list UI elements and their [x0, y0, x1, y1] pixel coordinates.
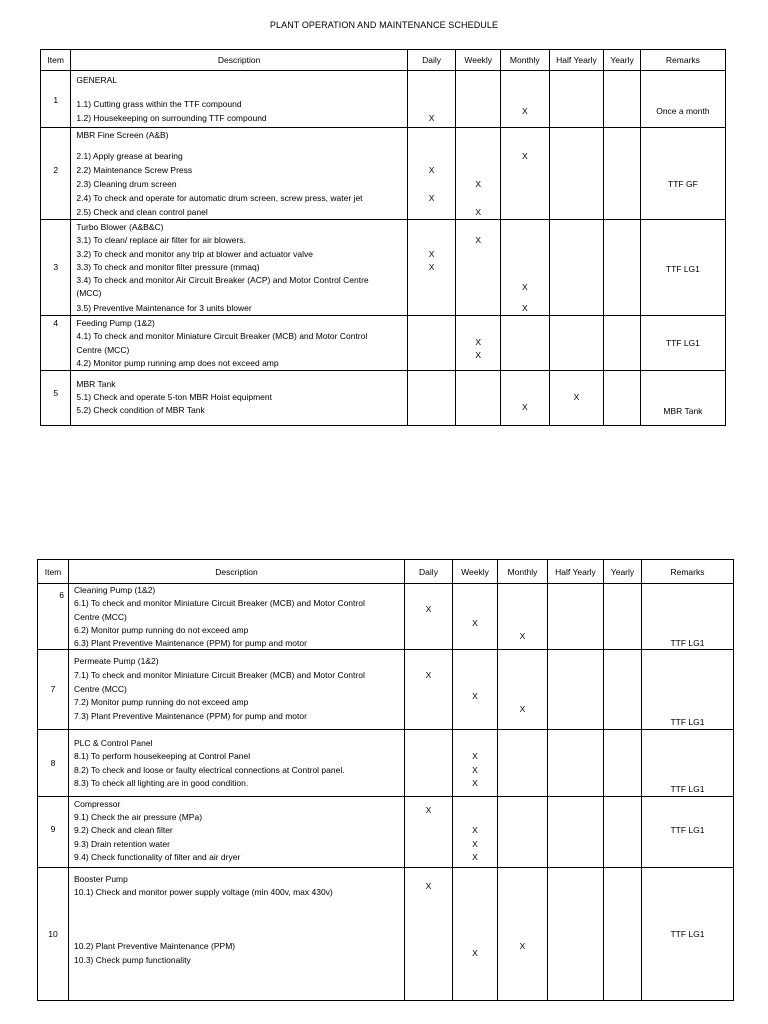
daily-cell	[405, 730, 453, 797]
task-line: (MCC)	[76, 288, 102, 298]
description-cell	[71, 128, 407, 220]
mark-half-yearly: X	[573, 392, 580, 402]
document-title: PLANT OPERATION AND MAINTENANCE SCHEDULE	[269, 20, 499, 30]
mark-daily: X	[428, 262, 435, 272]
weekly-cell	[456, 316, 501, 371]
item-number: 4	[53, 318, 59, 328]
task-line: 7.3) Plant Preventive Maintenance (PPM) for pump and motor	[74, 711, 307, 721]
remarks: TTF LG1	[665, 264, 700, 274]
remarks: TTF LG1	[670, 717, 705, 727]
header-weekly: Weekly	[456, 50, 501, 71]
monthly-cell	[498, 650, 548, 730]
mark-weekly: X	[472, 852, 478, 862]
section-heading: GENERAL	[76, 75, 118, 85]
yearly-cell	[604, 650, 642, 730]
monthly-cell	[498, 730, 548, 797]
remarks: MBR Tank	[663, 406, 703, 416]
remarks: TTF LG1	[670, 825, 705, 835]
task-line: 2.3) Cleaning drum screen	[76, 179, 177, 189]
task-line: 9.2) Check and clean filter	[74, 825, 173, 835]
task-line: 3.3) To check and monitor filter pressure (mmaq)	[76, 262, 260, 272]
mark-weekly: X	[472, 839, 478, 849]
task-line: 3.4) To check and monitor Air Circuit Breaker (ACP) and Motor Control Centre	[76, 275, 369, 285]
header-daily: Daily	[407, 50, 456, 71]
description-cell	[71, 316, 407, 371]
task-line: 9.4) Check functionality of filter and air dryer	[74, 852, 241, 862]
half-yearly-cell	[549, 71, 604, 128]
task-line: 3.2) To check and monitor any trip at blower and actuator valve	[76, 249, 313, 259]
table-row	[41, 71, 726, 128]
item-cell	[41, 71, 71, 128]
mark-weekly: X	[475, 337, 482, 347]
weekly-cell	[453, 650, 498, 730]
description-cell	[69, 650, 405, 730]
monthly-cell	[501, 71, 550, 128]
remarks: TTF LG1	[670, 638, 705, 648]
mark-daily: X	[428, 193, 435, 203]
section-heading: MBR Fine Screen (A&B)	[76, 130, 169, 140]
item-cell	[41, 220, 71, 316]
header-row	[41, 50, 726, 71]
mark-weekly: X	[472, 778, 478, 788]
item-number: 3	[53, 262, 59, 272]
section-heading: Permeate Pump (1&2)	[74, 656, 159, 666]
section-heading: Feeding Pump (1&2)	[76, 318, 155, 328]
half-yearly-cell	[549, 316, 604, 371]
header-half-yearly: Half Yearly	[548, 560, 604, 584]
mark-weekly: X	[475, 235, 482, 245]
item-number: 5	[53, 388, 59, 398]
header-yearly: Yearly	[604, 560, 642, 584]
task-line: 7.2) Monitor pump running do not exceed amp	[74, 697, 249, 707]
remarks: TTF LG1	[670, 784, 705, 794]
half-yearly-cell	[549, 371, 604, 426]
daily-cell	[407, 220, 456, 316]
half-yearly-cell	[548, 797, 604, 868]
item-cell	[38, 797, 69, 868]
remarks: TTF GF	[668, 179, 698, 189]
daily-cell	[407, 128, 456, 220]
task-line: 2.5) Check and clean control panel	[76, 207, 208, 217]
yearly-cell	[604, 71, 640, 128]
mark-weekly: X	[472, 618, 478, 628]
mark-monthly: X	[521, 151, 528, 161]
header-row	[38, 560, 734, 584]
weekly-cell	[456, 220, 501, 316]
header-monthly: Monthly	[498, 560, 548, 584]
weekly-cell	[453, 868, 498, 1001]
mark-monthly: X	[519, 704, 526, 714]
monthly-cell	[501, 371, 550, 426]
remarks-cell	[640, 220, 725, 316]
remarks-cell	[640, 128, 725, 220]
mark-daily: X	[425, 670, 432, 680]
item-number: 7	[50, 684, 56, 694]
half-yearly-cell	[548, 868, 604, 1001]
weekly-cell	[456, 371, 501, 426]
description-cell	[69, 797, 405, 868]
yearly-cell	[604, 797, 642, 868]
mark-daily: X	[428, 113, 435, 123]
remarks: Once a month	[656, 106, 710, 116]
remarks-cell	[640, 371, 725, 426]
description-cell	[71, 71, 407, 128]
table-row	[41, 371, 726, 426]
section-heading: Turbo Blower (A&B&C)	[76, 222, 164, 232]
task-line: 1.2) Housekeeping on surrounding TTF compound	[76, 113, 267, 123]
task-line: Centre (MCC)	[76, 345, 130, 355]
yearly-cell	[604, 730, 642, 797]
task-line: 2.1) Apply grease at bearing	[76, 151, 183, 161]
half-yearly-cell	[548, 730, 604, 797]
monthly-cell	[498, 797, 548, 868]
mark-daily: X	[428, 249, 435, 259]
mark-monthly: X	[519, 941, 526, 951]
daily-cell	[405, 584, 453, 650]
remarks-cell	[642, 868, 734, 1001]
section-heading: PLC & Control Panel	[74, 738, 153, 748]
daily-cell	[407, 316, 456, 371]
section-heading: Cleaning Pump (1&2)	[74, 585, 156, 595]
half-yearly-cell	[549, 220, 604, 316]
task-line: 2.4) To check and operate for automatic drum screen, screw press, water jet	[76, 193, 363, 203]
remarks: TTF LG1	[670, 929, 705, 939]
remarks-cell	[642, 797, 734, 868]
table-row	[38, 868, 734, 1001]
remarks-cell	[642, 650, 734, 730]
half-yearly-cell	[549, 128, 604, 220]
remarks-cell	[640, 316, 725, 371]
task-line: 10.3) Check pump functionality	[74, 955, 191, 965]
task-line: 7.1) To check and monitor Miniature Circuit Breaker (MCB) and Motor Control	[74, 670, 365, 680]
mark-daily: X	[425, 604, 432, 614]
remarks-cell	[642, 730, 734, 797]
yearly-cell	[604, 128, 640, 220]
header-remarks: Remarks	[642, 560, 734, 584]
task-line: 5.2) Check condition of MBR Tank	[76, 405, 205, 415]
weekly-cell	[453, 584, 498, 650]
section-heading: Compressor	[74, 799, 121, 809]
mark-weekly: X	[521, 402, 528, 412]
task-line: 9.3) Drain retention water	[74, 839, 170, 849]
yearly-cell	[604, 220, 640, 316]
header-weekly: Weekly	[453, 560, 498, 584]
description-cell	[71, 220, 407, 316]
header-half-yearly: Half Yearly	[549, 50, 604, 71]
task-line: 8.3) To check all lighting are in good condition.	[74, 778, 249, 788]
yearly-cell	[604, 584, 642, 650]
weekly-cell	[453, 730, 498, 797]
table-row	[38, 730, 734, 797]
monthly-cell	[498, 584, 548, 650]
daily-cell	[405, 868, 453, 1001]
item-number: 2	[53, 165, 59, 175]
task-line: Centre (MCC)	[74, 684, 127, 694]
item-number: 6	[59, 590, 64, 600]
weekly-cell	[456, 128, 501, 220]
mark-daily: X	[425, 805, 432, 815]
task-line: 6.3) Plant Preventive Maintenance (PPM) for pump and motor	[74, 638, 307, 648]
schedule-table-1	[40, 49, 726, 426]
task-line: 4.1) To check and monitor Miniature Circuit Breaker (MCB) and Motor Control	[76, 331, 368, 341]
description-cell	[69, 868, 405, 1001]
weekly-cell	[456, 71, 501, 128]
half-yearly-cell	[548, 584, 604, 650]
mark-weekly: X	[475, 179, 482, 189]
header-description: Description	[69, 560, 405, 584]
mark-weekly: X	[472, 948, 478, 958]
description-cell	[71, 371, 407, 426]
item-cell	[41, 316, 71, 371]
yearly-cell	[604, 371, 640, 426]
section-heading: MBR Tank	[76, 379, 116, 389]
mark-weekly: X	[472, 765, 478, 775]
item-cell	[38, 650, 69, 730]
section-heading: Booster Pump	[74, 874, 128, 884]
item-cell	[38, 730, 69, 797]
mark-monthly: X	[519, 631, 526, 641]
task-line: 8.2) To check and loose or faulty electrical connections at Control panel.	[74, 765, 345, 775]
item-number: 9	[50, 824, 56, 834]
daily-cell	[407, 71, 456, 128]
monthly-cell	[498, 868, 548, 1001]
task-line: 3.5) Preventive Maintenance for 3 units blower	[76, 303, 252, 313]
mark-monthly: X	[521, 106, 528, 116]
description-cell	[69, 584, 405, 650]
daily-cell	[405, 797, 453, 868]
task-line: 8.1) To perform housekeeping at Control Panel	[74, 751, 251, 761]
mark-daily: X	[425, 881, 432, 891]
schedule-table-2	[37, 559, 734, 1001]
monthly-cell	[501, 316, 550, 371]
task-line: 1.1) Cutting grass within the TTF compound	[76, 99, 242, 109]
yearly-cell	[604, 868, 642, 1001]
mark-weekly: X	[475, 207, 482, 217]
table-row	[38, 797, 734, 868]
mark-weekly: X	[475, 350, 482, 360]
item-number: 10	[48, 929, 58, 939]
task-line: Centre (MCC)	[74, 612, 127, 622]
item-number: 8	[50, 758, 56, 768]
item-cell	[38, 868, 69, 1001]
table-row	[38, 584, 734, 650]
mark-weekly: X	[472, 691, 478, 701]
header-yearly: Yearly	[604, 50, 640, 71]
table-row	[41, 220, 726, 316]
daily-cell	[405, 650, 453, 730]
item-number: 1	[53, 95, 59, 105]
task-line: 6.2) Monitor pump running do not exceed amp	[74, 625, 249, 635]
header-item: Item	[41, 50, 71, 71]
table-row	[41, 128, 726, 220]
header-remarks: Remarks	[640, 50, 725, 71]
mark-weekly: X	[472, 825, 478, 835]
table-row	[41, 316, 726, 371]
header-item: Item	[38, 560, 69, 584]
task-line: 9.1) Check the air pressure (MPa)	[74, 812, 203, 822]
monthly-cell	[501, 220, 550, 316]
mark-daily: X	[428, 165, 435, 175]
task-line: 5.1) Check and operate 5-ton MBR Hoist equipment	[76, 392, 272, 402]
weekly-cell	[453, 797, 498, 868]
task-line: 3.1) To clean/ replace air filter for air blowers.	[76, 235, 246, 245]
remarks-cell	[640, 71, 725, 128]
monthly-cell	[501, 128, 550, 220]
task-line: 2.2) Maintenance Screw Press	[76, 165, 193, 175]
remarks-cell	[642, 584, 734, 650]
item-cell	[38, 584, 69, 650]
description-cell	[69, 730, 405, 797]
mark-monthly: X	[521, 282, 528, 292]
mark-weekly: X	[472, 751, 478, 761]
yearly-cell	[604, 316, 640, 371]
header-daily: Daily	[405, 560, 453, 584]
item-cell	[41, 371, 71, 426]
task-line: 10.1) Check and monitor power supply voltage (min 400v, max 430v)	[74, 887, 333, 897]
half-yearly-cell	[548, 650, 604, 730]
task-line: 6.1) To check and monitor Miniature Circuit Breaker (MCB) and Motor Control	[74, 598, 365, 608]
table-row	[38, 650, 734, 730]
header-description: Description	[71, 50, 407, 71]
remarks: TTF LG1	[665, 338, 700, 348]
task-line: 4.2) Monitor pump running amp does not exceed amp	[76, 358, 279, 368]
daily-cell	[407, 371, 456, 426]
task-line: 10.2) Plant Preventive Maintenance (PPM)	[74, 941, 236, 951]
header-monthly: Monthly	[501, 50, 550, 71]
item-cell	[41, 128, 71, 220]
mark-monthly: X	[521, 303, 528, 313]
